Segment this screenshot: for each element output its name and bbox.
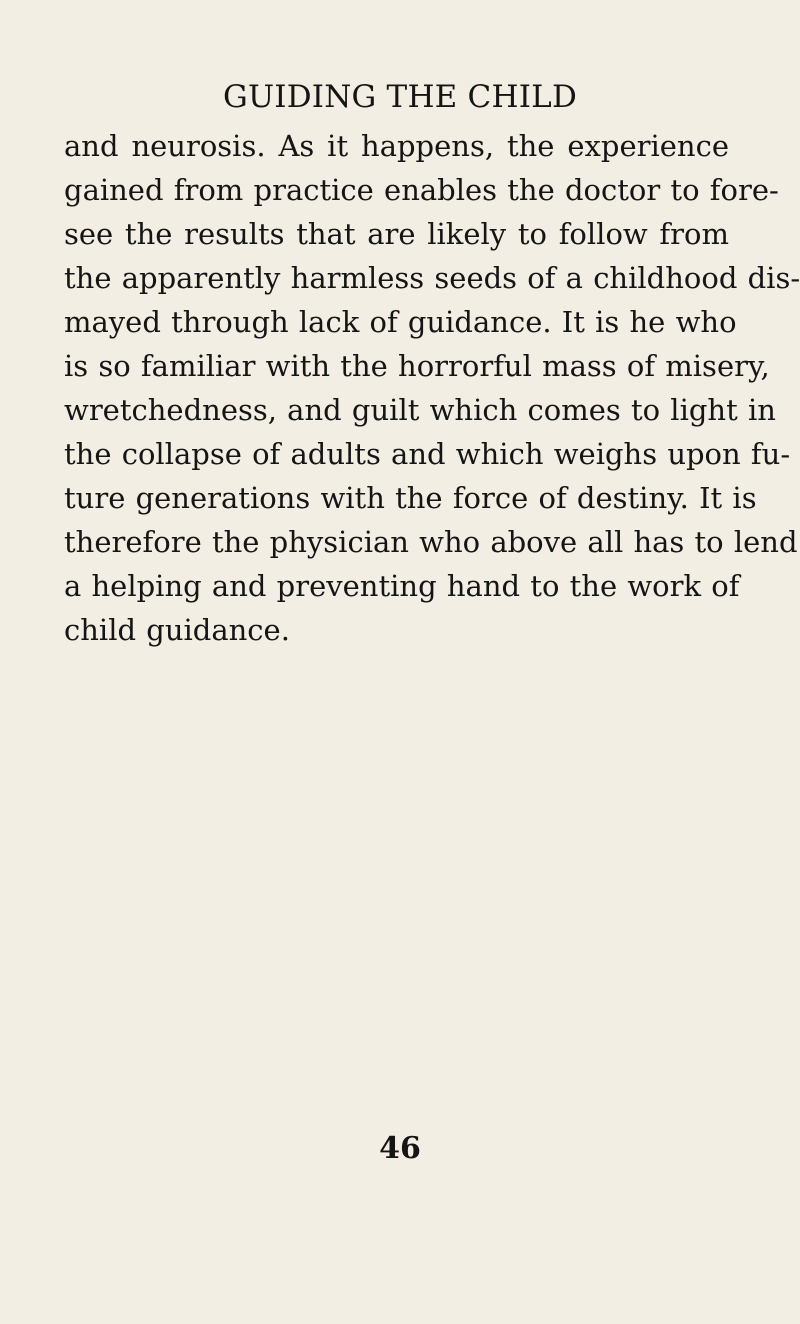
paragraph-line-10: therefore the physician who above all has to lend xyxy=(64,525,798,559)
paragraph-line-9: ture generations with the force of destiny. It is xyxy=(64,481,757,515)
paragraph-line-3: see the results that are likely to follow from xyxy=(64,217,729,251)
paragraph-line-6: is so familiar with the horrorful mass of misery, xyxy=(64,349,770,383)
paragraph-line-12: child guidance. xyxy=(64,613,290,647)
running-head: GUIDING THE CHILD xyxy=(222,79,577,115)
body-paragraph xyxy=(64,124,800,652)
page-number: 46 xyxy=(379,1131,421,1166)
paragraph-line-2: gained from practice enables the doctor to fore- xyxy=(64,173,779,207)
paragraph-line-4: the apparently harmless seeds of a childhood dis- xyxy=(64,261,800,295)
paragraph-line-7: wretchedness, and guilt which comes to light in xyxy=(64,393,776,427)
paragraph-line-1: and neurosis. As it happens, the experience xyxy=(64,129,729,163)
paragraph-line-5: mayed through lack of guidance. It is he who xyxy=(64,305,737,339)
paragraph-line-11: a helping and preventing hand to the work of xyxy=(64,569,740,603)
paragraph-line-8: the collapse of adults and which weighs upon fu- xyxy=(64,437,791,471)
